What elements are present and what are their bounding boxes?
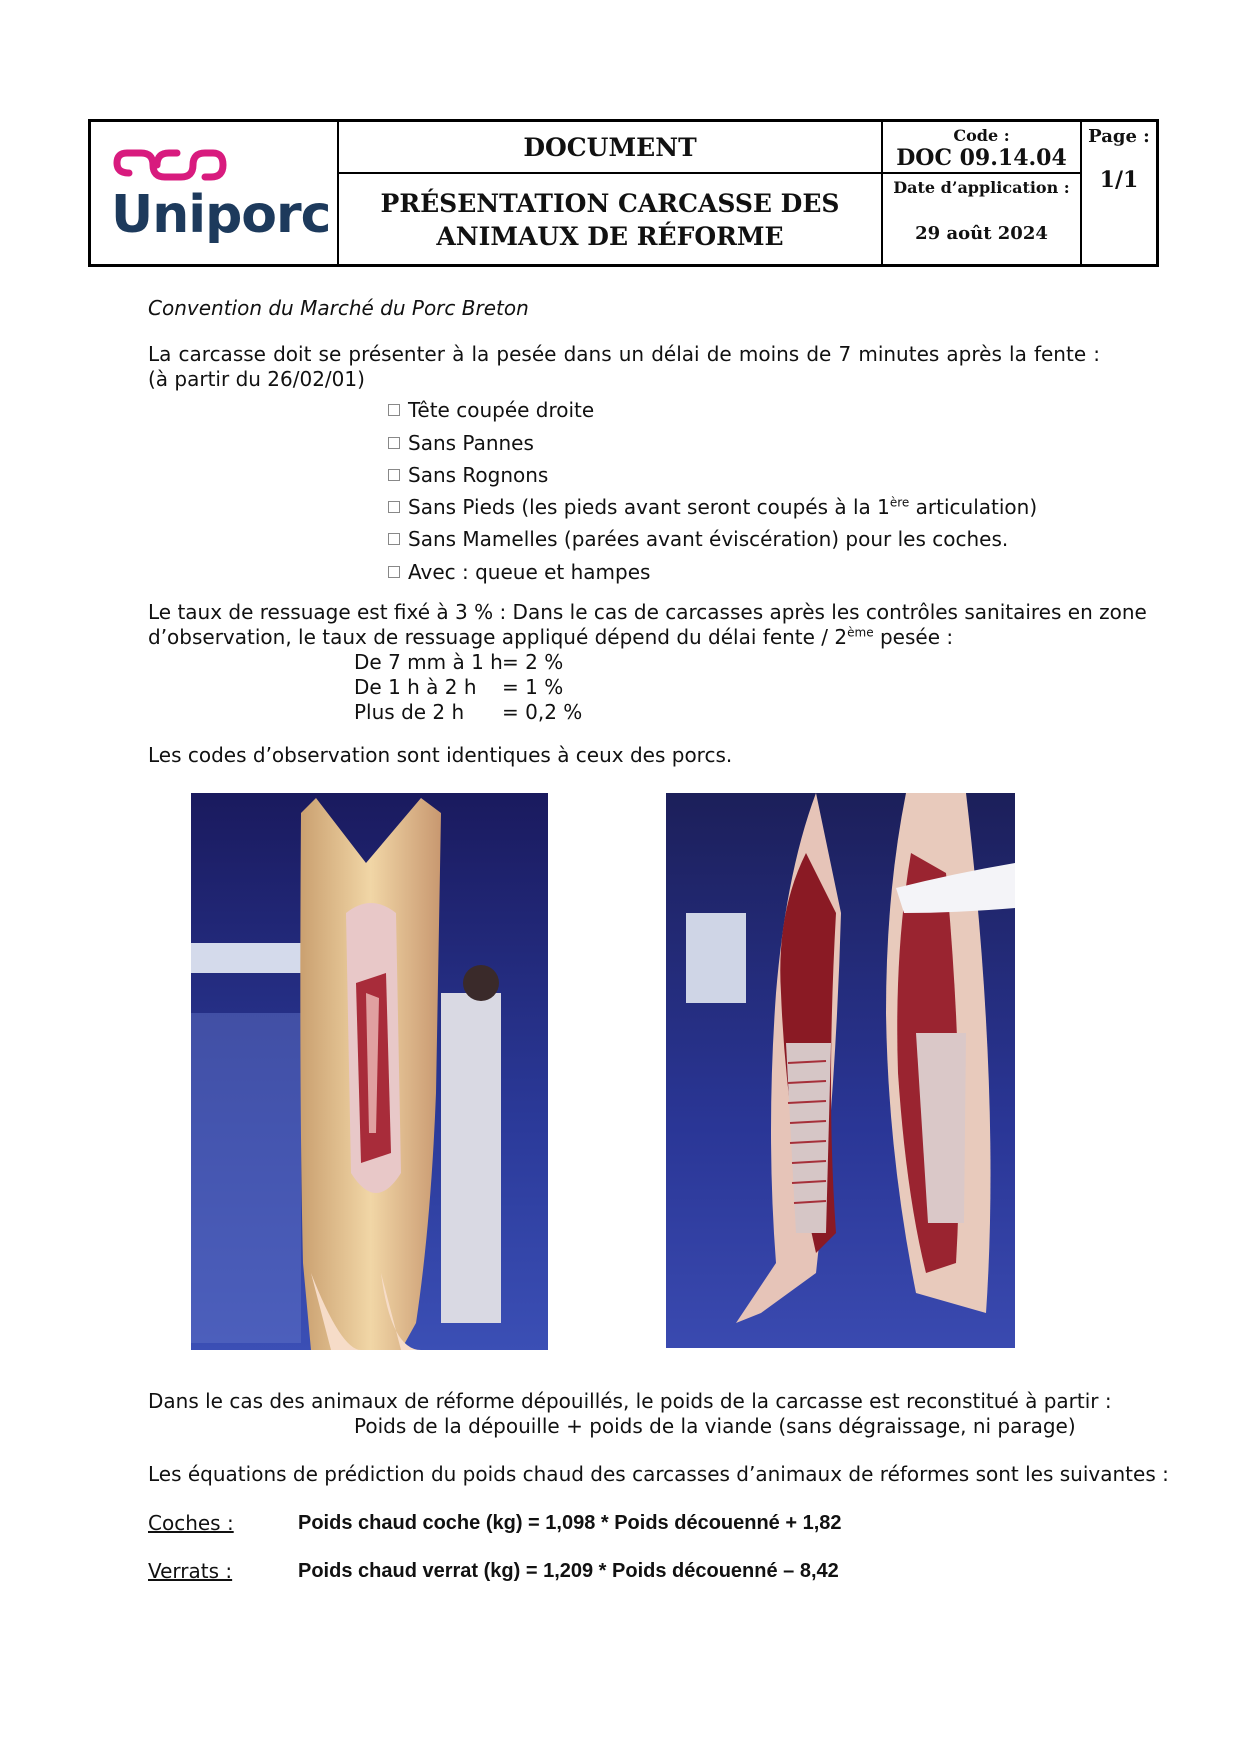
equations-intro: Les équations de prédiction du poids chaud des carcasses d’animaux de réformes sont les suivantes : (148, 1462, 1169, 1486)
coches-label: Coches : (148, 1511, 234, 1535)
rate-label-1: De 7 mm à 1 h (354, 650, 503, 674)
rate-label-3: Plus de 2 h (354, 700, 465, 724)
code-block (883, 122, 1080, 174)
codes-observation: Les codes d’observation sont identiques à ceux des porcs. (148, 743, 733, 767)
code-value: DOC 09.14.04 (896, 145, 1067, 171)
list-item: Sans Mamelles (parées avant éviscération) pour les coches. (388, 527, 1008, 552)
doc-title-line2: ANIMAUX DE RÉFORME (436, 222, 784, 251)
page-value: 1/1 (1099, 167, 1139, 193)
rate-label-2: De 1 h à 2 h (354, 675, 477, 699)
date-block (883, 174, 1080, 244)
date-value: 29 août 2024 (915, 223, 1048, 244)
carcass-split-photo (666, 793, 1015, 1348)
title-cell (339, 122, 883, 266)
depouilles-line1: Dans le cas des animaux de réforme dépouillés, le poids de la carcasse est reconstitué à partir : (148, 1389, 1112, 1413)
verrats-equation: Poids chaud verrat (kg) = 1,209 * Poids découenné – 8,42 (298, 1560, 839, 1582)
doc-title-line1: PRÉSENTATION CARCASSE DES (380, 189, 840, 218)
code-date-cell (883, 122, 1082, 266)
coches-equation: Poids chaud coche (kg) = 1,098 * Poids découenné + 1,82 (298, 1512, 842, 1534)
list-item: Sans Pieds (les pieds avant seront coupés à la 1ère articulation) (388, 495, 1037, 520)
doc-title (339, 174, 881, 266)
document-header (88, 119, 1159, 267)
code-label: Code : (953, 126, 1010, 145)
checkbox-icon (388, 501, 400, 513)
depouilles-line2: Poids de la dépouille + poids de la viande (sans dégraissage, ni parage) (354, 1414, 1076, 1438)
list-item: Avec : queue et hampes (388, 560, 650, 585)
ressuage-line1: Le taux de ressuage est fixé à 3 % : Dans le cas de carcasses après les contrôles sanitaires en zone (148, 600, 1147, 624)
rate-value-3: = 0,2 % (502, 700, 583, 724)
page-cell (1082, 122, 1156, 266)
page-label: Page : (1088, 126, 1150, 147)
checkbox-icon (388, 469, 400, 481)
checkbox-icon (388, 404, 400, 416)
date-label: Date d’application : (893, 178, 1070, 197)
logo-text: Uniporc (111, 185, 331, 245)
intro-paragraph: La carcasse doit se présenter à la pesée dans un délai de moins de 7 minutes après la fente : (à partir du 26/02/01) (148, 342, 1100, 391)
logo-cell (91, 122, 339, 266)
convention-title: Convention du Marché du Porc Breton (148, 296, 529, 320)
carcass-front-photo (191, 793, 548, 1350)
list-item: Sans Pannes (388, 431, 534, 456)
list-item: Sans Rognons (388, 463, 548, 488)
checkbox-icon (388, 437, 400, 449)
checkbox-icon (388, 533, 400, 545)
verrats-label: Verrats : (148, 1559, 233, 1583)
rate-value-1: = 2 % (502, 650, 564, 674)
list-item: Tête coupée droite (388, 398, 594, 423)
ressuage-line2: d’observation, le taux de ressuage appliqué dépend du délai fente / 2ème pesée : (148, 625, 954, 649)
doc-type: DOCUMENT (339, 122, 881, 174)
rate-value-2: = 1 % (502, 675, 564, 699)
checkbox-icon (388, 566, 400, 578)
